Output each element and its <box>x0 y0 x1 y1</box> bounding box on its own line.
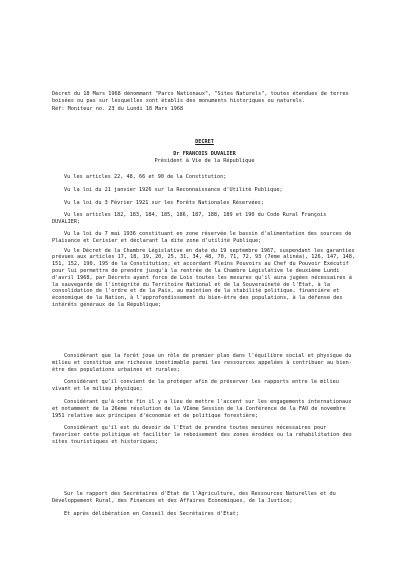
vu-clause: Vu la loi du 21 janvier 1926 sur la Reconnaissance d'Utilité Publique; <box>64 186 283 193</box>
vu-clause: Vu les articles 182, 183, 184, 185, 186, 187, 188, 189 et 190 du Code Rural François DUVALIER; <box>52 212 327 226</box>
author-role: Président à Vie de la République <box>154 158 255 164</box>
closing-clause: Sur le rapport des Secrétaires d'Etat de l'Agriculture, des Ressources Naturelles et du Développement Rural, des Finances et des Affaires Economiques, de la Justice; <box>52 491 336 504</box>
considerant-clause: Considérant qu'il convient de la protéger afin de préserver les rapports entre le milieu vivant et le milieu physique; <box>52 379 339 393</box>
considerant-clause: Considérant qu'à cette fin il y a lieu de mettre l'accent sur les engagements internationaux et notamment de la 26ème résolution de la VIème Session de la Conférence de la FAO de novembre 1951 relative aux principes d'économie et de politique forestière; <box>52 398 352 419</box>
vu-clause: Vu le Décret de la Chambre Législative en date du 19 septembre 1967, suspendant les garanties prévues aux articles 17, 18, 19, 20, 25, 31, 34, 48, 70, 71, 72, 93 (7ème alinéa), 126, 147, 148, 151, 152, 190, 195 de la Constitution; et accordant Pleins Pouvoirs au Chef du Pouvoir Exécutif pour lui permettre de prendre jusqu'à la rentrée de la Chambre Législative le deuxième Lundi d'avril 1968, par Décrets ayant force de Lois toutes les mesures qu'il aura jugées nécessaires à la sauvegarde de l'intégrité du Territoire National et de la Souveraineté de l'Etat, à la consolidation de l'ordre et de la Paix, au maintien de la stabilité politique, financière et économique de la Nation, à l'approfondissement du bien-être des populations, à la défense des intérêts généraux de la République; <box>52 247 355 308</box>
considerant-clause: Considérant qu'il est du devoir de l'Etat de prendre toutes mesures nécessaires pour favoriser cette politique et faciliter le reboisement des zones érodées ou la réhabilitation des sites touristiques et historiques; <box>52 425 352 445</box>
considerant-clauses <box>52 353 357 446</box>
vu-clause: Vu la loi du 3 Février 1921 sur les Forêts Nationales Réservées; <box>64 199 264 206</box>
vu-clause: Vu les articles 22, 48, 66 et 90 de la Constitution; <box>64 174 227 180</box>
vu-clause: Vu la loi du 7 mai 1936 constituant en zone réservée le bassin d'alimentation des sources de Plaisance et Cerisier et déclarant la dite zone d'utilité Publique; <box>52 230 352 244</box>
reference-line: Réf: Moniteur no. 23 du Lundi 18 Mars 1968 <box>52 105 184 112</box>
author-name: Dr FRANCOIS DUVALIER <box>173 151 236 157</box>
vu-clauses <box>52 174 357 309</box>
header-block <box>52 91 357 112</box>
considerant-clause: Considérant que la forêt joue un rôle de premier plan dans l'équilibre social et physique du milieu et constitue une richesse inestimable parmi les ressources appelées à contribuer au bien-être des populations urbaines et rurales; <box>52 353 352 373</box>
decree-summary: Décret du 18 Mars 1968 dénommant "Parcs Nationaux", "Sites Naturels", toutes étendues de terres boisées ou pas sur lesquelles sont établis des monuments historiques ou naturels. <box>52 91 349 104</box>
decree-title: DECRET <box>195 139 214 145</box>
closing-clauses <box>52 491 357 517</box>
closing-clause: Et après délibération en Conseil des Secrétaires d'Etat; <box>64 510 239 517</box>
